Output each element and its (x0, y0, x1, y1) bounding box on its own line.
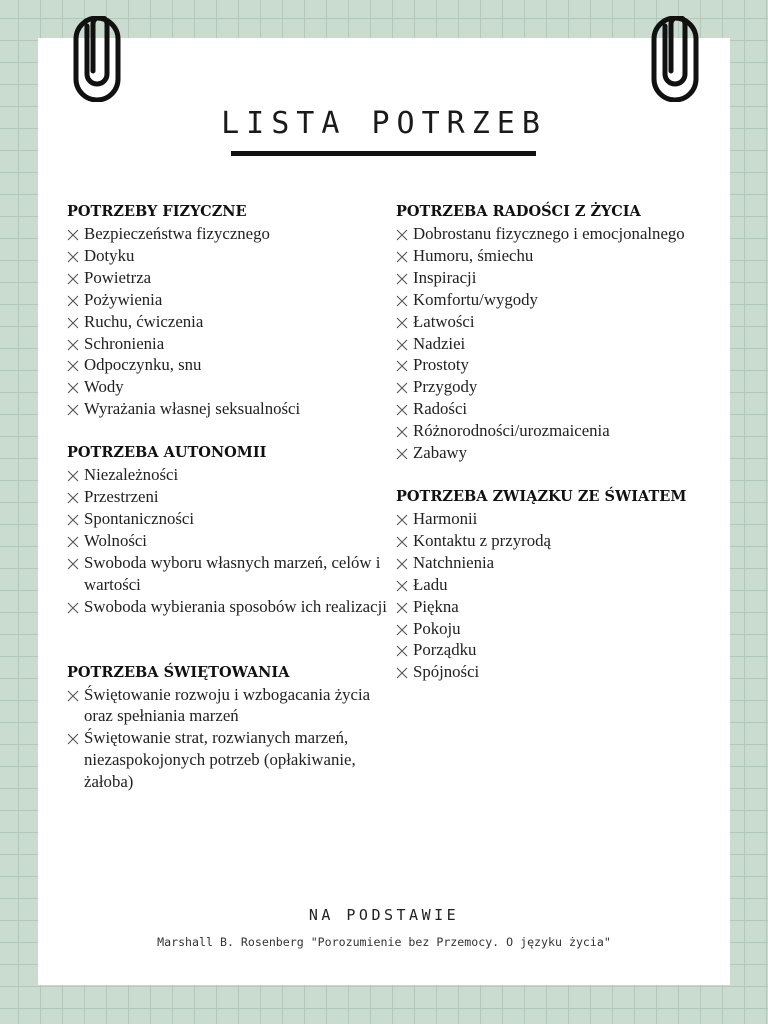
left-column (67, 201, 402, 815)
needs-section (396, 201, 721, 464)
cross-icon (67, 273, 79, 285)
list-item (67, 398, 402, 420)
cross-icon (396, 273, 408, 285)
right-column (396, 201, 721, 705)
paperclip-icon (651, 16, 699, 102)
list-item (396, 333, 721, 355)
cross-icon (396, 317, 408, 329)
section-heading: POTRZEBA ŚWIĘTOWANIA (67, 663, 290, 681)
needs-section (396, 486, 721, 683)
list-item-text: Spójności (413, 662, 480, 682)
needs-list (396, 508, 721, 683)
list-item (396, 420, 721, 442)
title-underline (231, 151, 536, 156)
list-item (67, 464, 402, 486)
cross-icon (67, 536, 79, 548)
list-item-text: Kontaktu z przyrodą (413, 530, 551, 550)
list-item (396, 223, 721, 245)
cross-icon (67, 558, 79, 570)
list-item (67, 530, 402, 552)
cross-icon (396, 536, 408, 548)
cross-icon (396, 448, 408, 460)
list-item-text: Wolności (84, 530, 147, 550)
cross-icon (396, 645, 408, 657)
list-item (67, 727, 402, 793)
needs-section (67, 201, 402, 420)
list-item-text: Porządku (413, 640, 477, 660)
cross-icon (396, 580, 408, 592)
list-item-text: Pożywienia (84, 289, 163, 309)
cross-icon (67, 492, 79, 504)
list-item (67, 354, 402, 376)
cross-icon (396, 339, 408, 351)
list-item-text: Piękna (413, 596, 459, 616)
section-heading: POTRZEBA ZWIĄZKU ZE ŚWIATEM (396, 487, 687, 505)
list-item (67, 333, 402, 355)
footer-heading: NA PODSTAWIE (308, 906, 460, 924)
list-item-text: Świętowanie rozwoju i wzbogacania życia oraz spełniania marzeń (84, 684, 371, 726)
cross-icon (67, 404, 79, 416)
list-item (67, 684, 402, 728)
section-heading: POTRZEBA AUTONOMII (67, 444, 267, 462)
list-item-text: Spontaniczności (84, 508, 194, 528)
list-item-text: Swoboda wybierania sposobów ich realizacji (84, 596, 387, 616)
needs-list (396, 223, 721, 464)
list-item-text: Różnorodności/urozmaicenia (413, 421, 610, 441)
cross-icon (396, 360, 408, 372)
cross-icon (396, 251, 408, 263)
list-item (396, 530, 721, 552)
list-item (396, 289, 721, 311)
cross-icon (396, 602, 408, 614)
list-item (67, 245, 402, 267)
list-item-text: Powietrza (84, 267, 152, 287)
list-item-text: Harmonii (413, 508, 478, 528)
cross-icon (396, 514, 408, 526)
cross-icon (396, 295, 408, 307)
list-item (396, 267, 721, 289)
list-item (67, 267, 402, 289)
list-item-text: Swoboda wyboru własnych marzeń, celów i wartości (84, 552, 381, 594)
list-item (396, 661, 721, 683)
paperclip-icon (73, 16, 121, 102)
needs-list (67, 223, 402, 420)
cross-icon (396, 382, 408, 394)
list-item-text: Schronienia (84, 333, 165, 353)
list-item (67, 596, 402, 618)
list-item-text: Przestrzeni (84, 487, 159, 507)
list-item-text: Dobrostanu fizycznego i emocjonalnego (413, 224, 685, 243)
needs-list (67, 464, 402, 617)
list-item-text: Dotyku (84, 245, 135, 265)
list-item-text: Świętowanie strat, rozwianych marzeń, niezaspokojonych potrzeb (opłakiwanie, żałoba) (84, 728, 356, 792)
list-item (67, 486, 402, 508)
cross-icon (396, 404, 408, 416)
cross-icon (67, 470, 79, 482)
list-item (67, 376, 402, 398)
list-item-text: Komfortu/wygody (413, 289, 538, 309)
cross-icon (67, 690, 79, 702)
list-item (67, 223, 402, 245)
list-item-text: Odpoczynku, snu (84, 355, 202, 375)
list-item-text: Zabawy (413, 443, 468, 463)
cross-icon (396, 229, 408, 241)
list-item (67, 508, 402, 530)
list-item-text: Bezpieczeństwa fizycznego (84, 224, 270, 243)
list-item-text: Radości (413, 399, 468, 419)
list-item (396, 508, 721, 530)
list-item (396, 618, 721, 640)
list-item (396, 552, 721, 574)
section-heading: POTRZEBY FIZYCZNE (67, 203, 247, 220)
cross-icon (67, 733, 79, 745)
cross-icon (67, 251, 79, 263)
list-item (67, 311, 402, 333)
cross-icon (67, 317, 79, 329)
list-item-text: Pokoju (413, 618, 461, 638)
list-item (396, 442, 721, 464)
list-item (396, 574, 721, 596)
list-item (67, 552, 402, 596)
needs-list (67, 684, 402, 794)
cross-icon (67, 360, 79, 372)
list-item-text: Natchnienia (413, 552, 495, 572)
cross-icon (396, 426, 408, 438)
list-item (396, 354, 721, 376)
cross-icon (396, 667, 408, 679)
list-item-text: Przygody (413, 377, 478, 397)
list-item-text: Humoru, śmiechu (413, 245, 534, 265)
list-item (396, 311, 721, 333)
cross-icon (396, 558, 408, 570)
needs-section (67, 662, 402, 794)
list-item (396, 398, 721, 420)
cross-icon (396, 624, 408, 636)
list-item-text: Łatwości (413, 311, 475, 331)
needs-section (67, 442, 402, 617)
list-item-text: Inspiracji (413, 267, 477, 287)
list-item (396, 639, 721, 661)
footer-source: Marshall B. Rosenberg "Porozumienie bez Przemocy. O języku życia" (157, 935, 611, 949)
list-item (396, 596, 721, 618)
cross-icon (67, 382, 79, 394)
list-item (396, 245, 721, 267)
page-title: LISTA POTRZEB (221, 106, 547, 141)
list-item (396, 376, 721, 398)
list-item-text: Ładu (413, 574, 448, 594)
list-item-text: Ruchu, ćwiczenia (84, 311, 204, 331)
cross-icon (67, 229, 79, 241)
list-item-text: Wody (84, 377, 124, 397)
section-heading: POTRZEBA RADOŚCI Z ŻYCIA (396, 203, 641, 220)
list-item-text: Wyrażania własnej seksualności (84, 399, 301, 419)
cross-icon (67, 514, 79, 526)
cross-icon (67, 602, 79, 614)
cross-icon (67, 339, 79, 351)
cross-icon (67, 295, 79, 307)
list-item (67, 289, 402, 311)
list-item-text: Nadziei (413, 333, 466, 353)
list-item-text: Prostoty (413, 355, 469, 375)
list-item-text: Niezależności (84, 465, 179, 485)
